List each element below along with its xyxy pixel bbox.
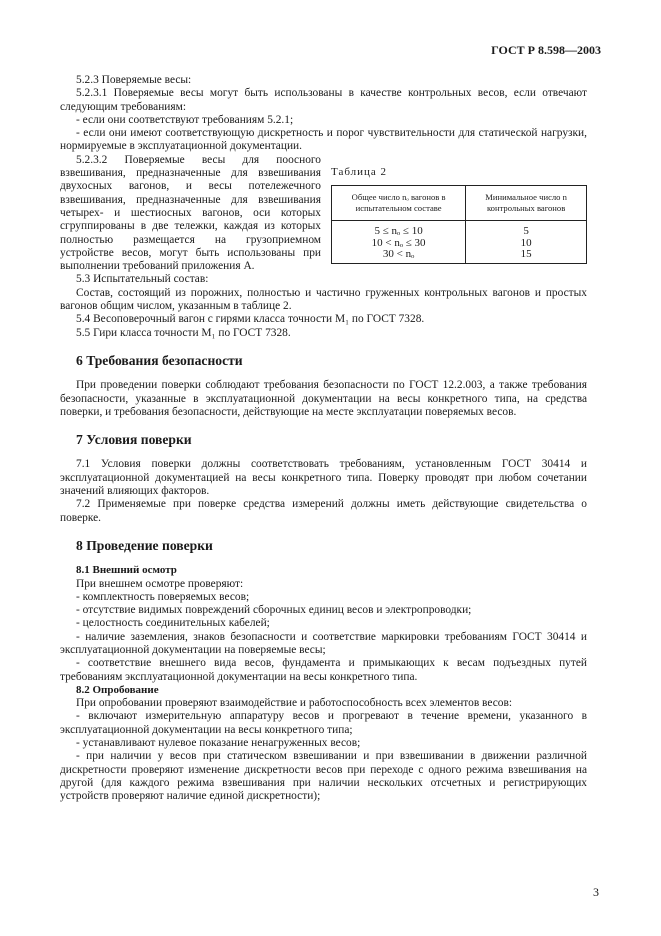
para-5-3: 5.3 Испытательный состав: [76,273,209,286]
subsection-8-2-title: 8.2 Опробование [76,683,159,696]
table-row [332,249,587,263]
para-7-1: 7.1 Условия поверки должны соответствовать требованиям, установленным ГОСТ 30414 и эксплуатационной документацией на весы конкретного типа. Поверку проводят при любом сочетании значений влияющих факторов. [60,458,587,498]
page-number: 3 [593,885,599,899]
table-cell: 5 [466,221,587,238]
table-2-grid [331,185,587,264]
para-5-4: 5.4 Весоповерочный вагон с гирями класса точности M₁ по ГОСТ 7328. [76,313,425,326]
table-cell: 10 [466,238,587,250]
para-5-5: 5.5 Гири класса точности M₁ по ГОСТ 7328. [76,326,291,339]
table-caption: Таблица 2 [331,165,388,178]
list-item: - отсутствие видимых повреждений сборочных единиц весов и электропроводки; [76,604,472,617]
para-8-1: При внешнем осмотре проверяют: [76,577,244,590]
para-5-2-3-1: 5.2.3.1 Поверяемые весы могут быть использованы в качестве контрольных весов, если отвечают следующим требованиям: [60,87,587,113]
table-cell: 10 < nₒ ≤ 30 [332,238,466,250]
page-content [60,74,587,804]
section-6-title: 6 Требования безопасности [76,352,243,368]
para-8-2: При опробовании проверяют взаимодействие и работоспособность всех элементов весов: [76,697,512,710]
table-row [332,221,587,238]
section-7-title: 7 Условия поверки [76,432,192,448]
table-cell: 15 [466,249,587,263]
table-header-min-control: Минимальное число n контрольных вагонов [466,186,587,221]
para-6: При проведении поверки соблюдают требования безопасности по ГОСТ 12.2.003, а также требования безопасности, указанные в эксплуатационной документации на весы конкретного типа, на средства поверки, и требования безопасности, действующие на месте эксплуатации поверяемых весов. [60,379,587,418]
table-row [332,238,587,250]
subsection-8-1-title: 8.1 Внешний осмотр [76,564,177,577]
list-item: - целостность соединительных кабелей; [76,617,270,630]
list-item: - соответствие внешнего вида весов, фундамента и примыкающих к весам подъездных путей требованиям эксплуатационной документации на весы конкретного типа. [60,657,587,683]
list-item: - устанавливают нулевое показание ненагруженных весов; [76,737,361,750]
para-5-2-3-2: 5.2.3.2 Поверяемые весы для поосного взвешивания, предназначенные для взвешивания двухосных вагонов, и весы потележечного взвешивания, предназначенные для взвешивания четырех- и шестиосных вагонов, оси которых сгруппированы в две тележки, каждая из которых полностью размещается на грузоприемном устройстве весов, могут быть использованы при выполнении требований приложения А. [60,153,321,273]
table-cell: 30 < nₒ [332,249,466,263]
table-2 [331,166,587,264]
document-header: ГОСТ Р 8.598—2003 [491,43,601,57]
para-5-3-body: Состав, состоящий из порожних, полностью и частично груженных контрольных вагонов и простых вагонов общим числом, указанным в таблице 2. [60,286,587,313]
list-item: - при наличии у весов при статическом взвешивании и при взвешивании в движении различной дискретности проверяют изменение дискретности весов при переходе с одного режима взвешивания на другой (для каждого режима взвешивания при наличии нескольких отсчетных и регистрирующих устройств проверяют наличие единой дискретности); [60,750,587,803]
list-item: - включают измерительную аппаратуру весов и прогревают в течение времени, указанного в эксплуатационной документации на весы конкретного типа; [60,710,587,736]
para-7-2: 7.2 Применяемые при поверке средства измерений должны иметь действующие свидетельства о поверке. [60,498,587,524]
table-cell: 5 ≤ nₒ ≤ 10 [332,221,466,238]
list-item: - если они соответствуют требованиям 5.2.1; [76,113,294,126]
para-5-2-3: 5.2.3 Поверяемые весы: [76,74,192,86]
list-item: - комплектность поверяемых весов; [76,590,250,603]
section-8-title: 8 Проведение поверки [76,537,213,553]
list-item: - если они имеют соответствующую дискретность и порог чувствительности для статической нагрузки, нормируемые в эксплуатационной документации. [60,127,587,153]
table-header-total-wagons: Общее число nₒ вагонов в испытательном составе [332,186,466,221]
list-item: - наличие заземления, знаков безопасности и соответствие маркировки требованиям ГОСТ 30414 и эксплуатационной документации на поверяемые весы; [60,630,587,656]
